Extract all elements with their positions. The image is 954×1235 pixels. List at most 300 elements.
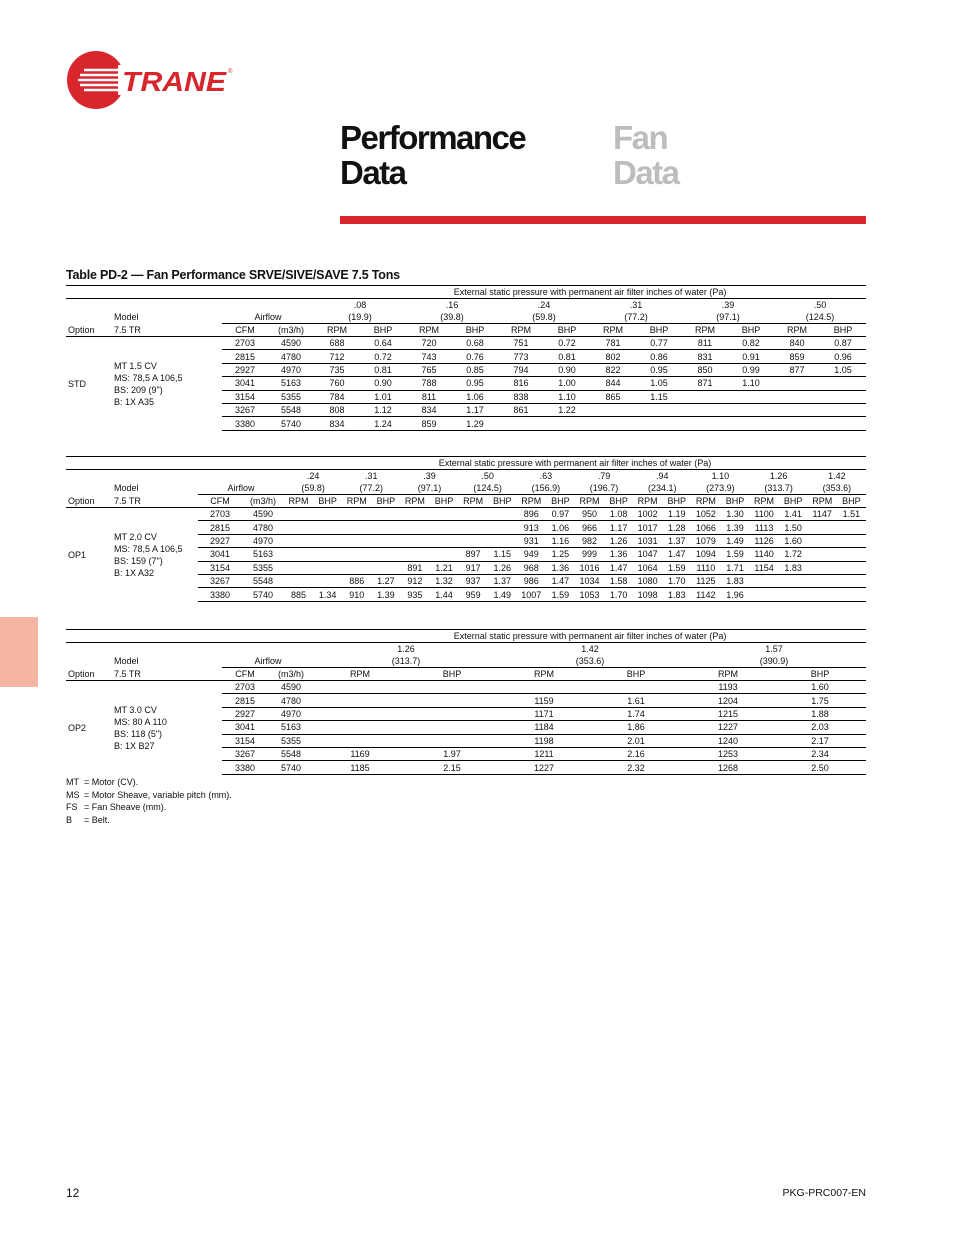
footnote-abbr: FS <box>66 802 78 813</box>
rpm-value: 720 <box>421 338 437 349</box>
rpm-value: 935 <box>400 588 429 601</box>
rpm-value: 735 <box>314 363 360 376</box>
bhp-value: 1.51 <box>842 509 861 520</box>
rpm-value <box>284 548 313 561</box>
bhp-value: 2.03 <box>774 721 866 734</box>
rpm-value <box>400 548 429 561</box>
rpm-label: RPM <box>314 668 406 681</box>
table-row <box>66 337 866 350</box>
bhp-value <box>837 521 866 534</box>
rpm-value: 794 <box>498 363 544 376</box>
model-spec-line: B: 1X A32 <box>114 567 155 578</box>
bhp-value <box>636 403 682 416</box>
m3h-value: 5355 <box>268 734 314 747</box>
page-title-fan-data <box>613 120 679 190</box>
rpm-value <box>342 521 371 534</box>
bhp-value <box>728 403 774 416</box>
table-row <box>66 508 866 521</box>
cfm-label: CFM <box>198 495 242 508</box>
cfm-value: 2927 <box>198 534 242 547</box>
rpm-value: 765 <box>406 363 452 376</box>
bhp-value: 1.58 <box>604 574 633 587</box>
m3h-value: 5355 <box>242 561 284 574</box>
m3h-value: 5548 <box>242 574 284 587</box>
rpm-value <box>750 588 779 601</box>
rpm-value: 840 <box>789 338 805 349</box>
bhp-value: 2.16 <box>590 747 682 760</box>
bhp-value: 1.70 <box>662 574 691 587</box>
bhp-value: 0.90 <box>544 363 590 376</box>
cfm-value: 3041 <box>222 377 268 390</box>
rpm-label: RPM <box>406 324 452 337</box>
bhp-value: 1.08 <box>609 509 628 520</box>
rpm-value: 1064 <box>633 561 662 574</box>
table-heading: Table PD-2 — Fan Performance SRVE/SIVE/SAVE 7.5 Tons <box>66 268 400 282</box>
rpm-label: RPM <box>498 324 544 337</box>
bhp-value: 0.68 <box>466 338 484 349</box>
bhp-value: 1.70 <box>604 588 633 601</box>
rpm-value: 982 <box>575 534 604 547</box>
rpm-value: 850 <box>682 363 728 376</box>
cfm-value: 3267 <box>222 747 268 760</box>
pressure-pa: (59.8) <box>301 483 325 493</box>
rpm-value: 1034 <box>575 574 604 587</box>
model-spec-line: B: 1X B27 <box>114 740 155 751</box>
blank-cell <box>66 457 284 470</box>
rpm-value: 1113 <box>750 521 779 534</box>
rpm-value: 1125 <box>691 574 720 587</box>
rpm-value: 1100 <box>754 509 774 520</box>
bhp-label: BHP <box>546 495 575 508</box>
bhp-value: 0.99 <box>728 363 774 376</box>
pressure-inches-row <box>66 470 866 483</box>
rpm-value: 802 <box>590 350 636 363</box>
bhp-value: 1.72 <box>779 548 808 561</box>
rpm-value: 781 <box>605 338 621 349</box>
bhp-value: 1.36 <box>604 548 633 561</box>
option-value: OP2 <box>68 722 87 733</box>
m3h-value: 4970 <box>268 363 314 376</box>
model-label: Model <box>114 312 139 323</box>
bhp-value: 1.47 <box>662 548 691 561</box>
bhp-value: 1.60 <box>811 682 829 693</box>
rpm-value: 822 <box>590 363 636 376</box>
bhp-value: 0.64 <box>374 338 392 349</box>
m3h-value: 5548 <box>268 403 314 416</box>
cfm-label: CFM <box>222 324 268 337</box>
bhp-label: BHP <box>820 324 866 337</box>
rpm-label: RPM <box>575 495 604 508</box>
bhp-value: 1.34 <box>313 588 342 601</box>
pressure-inches: .50 <box>774 299 866 312</box>
title-rule <box>340 216 866 224</box>
option-label: Option <box>66 495 112 508</box>
bhp-value <box>371 548 400 561</box>
rpm-label: RPM <box>691 495 720 508</box>
bhp-value <box>429 534 458 547</box>
bhp-value: 1.60 <box>779 534 808 547</box>
bhp-value <box>313 534 342 547</box>
footnote-text: = Motor Sheave, variable pitch (mm). <box>84 789 232 800</box>
bhp-value: 1.39 <box>720 521 749 534</box>
model-spec-line: BS: 159 (7") <box>114 555 163 566</box>
bhp-value: 1.15 <box>488 548 517 561</box>
rpm-value <box>459 521 488 534</box>
rpm-value: 871 <box>682 377 728 390</box>
bhp-value <box>406 707 498 720</box>
bhp-value <box>406 734 498 747</box>
rpm-label: RPM <box>682 324 728 337</box>
rpm-value: 1047 <box>633 548 662 561</box>
bhp-value <box>488 508 517 521</box>
rpm-value <box>342 508 371 521</box>
pressure-header-row <box>66 457 866 470</box>
pressure-inches: .39 <box>682 299 774 312</box>
blank-cell <box>112 643 222 656</box>
blank-cell <box>112 299 222 312</box>
bhp-value: 1.22 <box>544 403 590 416</box>
title-line-2: Data <box>613 154 679 191</box>
bhp-label: BHP <box>360 324 406 337</box>
model-size: 7.5 TR <box>112 495 198 508</box>
pressure-pa: (19.9) <box>348 312 372 322</box>
pressure-inches: 1.42 <box>808 470 866 483</box>
model-spec-line: BS: 209 (9") <box>114 384 163 395</box>
m3h-value: 5163 <box>268 721 314 734</box>
bhp-value: 0.77 <box>650 338 668 349</box>
m3h-value: 4590 <box>252 509 274 520</box>
bhp-value: 1.16 <box>546 534 575 547</box>
rpm-label: RPM <box>498 668 590 681</box>
document-code: PKG-PRC007-EN <box>782 1187 866 1199</box>
pressure-inches: .31 <box>342 470 400 483</box>
rpm-value: 838 <box>498 390 544 403</box>
bhp-value: 1.30 <box>726 509 744 520</box>
m3h-value: 4590 <box>280 682 302 693</box>
pressure-pa: (77.2) <box>624 312 648 322</box>
rpm-value <box>808 548 837 561</box>
rpm-value <box>682 417 728 430</box>
bhp-value: 1.59 <box>720 548 749 561</box>
table-row <box>66 681 866 694</box>
bhp-value: 1.10 <box>544 390 590 403</box>
blank-cell <box>222 299 314 312</box>
blank-cell <box>66 311 112 324</box>
model-spec-line: MS: 78,5 A 106,5 <box>114 372 183 383</box>
bhp-value <box>371 521 400 534</box>
bhp-value: 1.71 <box>720 561 749 574</box>
rpm-value <box>284 561 313 574</box>
footnote <box>66 789 232 802</box>
rpm-value: 1066 <box>691 521 720 534</box>
rpm-value <box>774 403 820 416</box>
rpm-value: 788 <box>406 377 452 390</box>
m3h-value: 4970 <box>242 534 284 547</box>
bhp-value: 1.47 <box>604 561 633 574</box>
rpm-value <box>498 681 590 694</box>
blank-cell <box>66 299 112 312</box>
bhp-label: BHP <box>406 668 498 681</box>
rpm-label: RPM <box>590 324 636 337</box>
blank-cell <box>198 470 284 483</box>
model-label: Model <box>114 656 139 667</box>
pressure-pa: (97.1) <box>716 312 740 322</box>
bhp-value: 2.50 <box>774 761 866 774</box>
bhp-value: 0.76 <box>452 350 498 363</box>
bhp-value: 1.83 <box>720 574 749 587</box>
bhp-value <box>590 681 682 694</box>
pressure-pa: (313.7) <box>391 656 421 666</box>
bhp-label: BHP <box>452 324 498 337</box>
rpm-value: 1126 <box>750 534 779 547</box>
rpm-value <box>808 534 837 547</box>
option-value: OP1 <box>68 549 87 560</box>
cfm-value: 2927 <box>222 363 268 376</box>
pressure-inches: .94 <box>633 470 691 483</box>
rpm-label: RPM <box>808 495 837 508</box>
bhp-value: 1.21 <box>429 561 458 574</box>
cfm-value: 3380 <box>222 417 268 430</box>
fan-performance-table <box>66 285 866 431</box>
rpm-value: 1098 <box>633 588 662 601</box>
rpm-value <box>808 588 837 601</box>
m3h-value: 5740 <box>242 588 284 601</box>
model-spec-line: MS: 80 A 110 <box>114 716 167 727</box>
pressure-header: External static pressure with permanent air filter inches of water (Pa) <box>314 286 866 299</box>
rpm-value <box>808 561 837 574</box>
rpm-value <box>314 694 406 707</box>
bhp-value <box>429 548 458 561</box>
model-size: 7.5 TR <box>112 324 222 337</box>
rpm-value <box>400 534 429 547</box>
rpm-value: 968 <box>517 561 546 574</box>
rpm-value: 1007 <box>517 588 546 601</box>
rpm-value: 784 <box>314 390 360 403</box>
rpm-value <box>774 377 820 390</box>
rpm-value: 877 <box>774 363 820 376</box>
m3h-value: 4780 <box>268 694 314 707</box>
blank-cell <box>66 470 112 483</box>
m3h-value: 5163 <box>268 377 314 390</box>
section-side-tab <box>0 617 38 687</box>
footnote <box>66 801 232 814</box>
rpm-value <box>682 390 728 403</box>
bhp-value: 1.26 <box>604 534 633 547</box>
model-spec-line: MT 1.5 CV <box>114 360 157 371</box>
pressure-pa: (39.8) <box>440 312 464 322</box>
pressure-inches: .08 <box>314 299 406 312</box>
blank-cell <box>66 630 314 643</box>
bhp-label: BHP <box>604 495 633 508</box>
rpm-value: 1204 <box>682 694 774 707</box>
rpm-value <box>774 417 820 430</box>
cfm-value: 3154 <box>222 390 268 403</box>
rpm-value: 861 <box>498 403 544 416</box>
cfm-value: 2703 <box>209 509 231 520</box>
bhp-value: 2.32 <box>590 761 682 774</box>
rpm-value: 808 <box>314 403 360 416</box>
pressure-inches: .79 <box>575 470 633 483</box>
rpm-value <box>314 734 406 747</box>
bhp-value <box>406 681 498 694</box>
cfm-value: 3154 <box>222 734 268 747</box>
page-title-performance-data <box>340 120 525 190</box>
cfm-value: 3041 <box>198 548 242 561</box>
rpm-value: 859 <box>406 417 452 430</box>
bhp-value <box>488 534 517 547</box>
footnote-abbr: MS <box>66 789 80 800</box>
rpm-value: 886 <box>342 574 371 587</box>
pressure-inches: .63 <box>517 470 575 483</box>
bhp-value: 1.49 <box>720 534 749 547</box>
bhp-value: 0.95 <box>636 363 682 376</box>
rpm-value: 966 <box>575 521 604 534</box>
bhp-value: 1.74 <box>590 707 682 720</box>
bhp-value: 1.00 <box>544 377 590 390</box>
bhp-label: BHP <box>774 668 866 681</box>
rpm-value <box>774 390 820 403</box>
rpm-value: 1052 <box>695 509 716 520</box>
m3h-value: 4590 <box>280 338 302 349</box>
fan-performance-table <box>66 456 866 602</box>
model-spec-line: MT 3.0 CV <box>114 704 157 715</box>
cfm-label: CFM <box>222 668 268 681</box>
pressure-inches: .31 <box>590 299 682 312</box>
rpm-value: 1154 <box>750 561 779 574</box>
bhp-value: 1.10 <box>728 377 774 390</box>
bhp-value <box>728 417 774 430</box>
bhp-value: 1.26 <box>488 561 517 574</box>
pressure-pa: (97.1) <box>417 483 442 493</box>
footnote-text: = Fan Sheave (mm). <box>84 802 167 813</box>
rpm-value: 1253 <box>682 747 774 760</box>
bhp-value: 0.72 <box>360 350 406 363</box>
bhp-value: 2.34 <box>774 747 866 760</box>
bhp-value: 1.19 <box>668 509 686 520</box>
svg-text:®: ® <box>228 69 233 75</box>
pressure-inches: .50 <box>459 470 517 483</box>
rpm-value: 896 <box>523 509 539 520</box>
bhp-value <box>313 574 342 587</box>
bhp-value: 1.01 <box>360 390 406 403</box>
bhp-value: 1.36 <box>546 561 575 574</box>
rpm-value: 913 <box>517 521 546 534</box>
m3h-label: (m3/h) <box>242 495 284 508</box>
rpm-value: 1193 <box>718 682 738 693</box>
rpm-value <box>808 521 837 534</box>
rpm-value: 811 <box>697 338 713 349</box>
bhp-value: 1.17 <box>452 403 498 416</box>
rpm-value: 844 <box>590 377 636 390</box>
bhp-value <box>371 534 400 547</box>
bhp-value: 0.90 <box>360 377 406 390</box>
pressure-pa: (156.9) <box>531 483 561 493</box>
bhp-value: 1.06 <box>546 521 575 534</box>
bhp-label: BHP <box>636 324 682 337</box>
m3h-value: 5548 <box>268 747 314 760</box>
bhp-value: 1.50 <box>779 521 808 534</box>
rpm-label: RPM <box>314 324 360 337</box>
trane-logo <box>66 51 266 111</box>
rpm-value: 1080 <box>633 574 662 587</box>
bhp-value: 1.24 <box>360 417 406 430</box>
rpm-value: 1169 <box>314 747 406 760</box>
pressure-pa: (353.6) <box>822 483 852 493</box>
bhp-value: 2.15 <box>406 761 498 774</box>
bhp-value <box>371 508 400 521</box>
rpm-value <box>314 707 406 720</box>
rpm-label: RPM <box>517 495 546 508</box>
m3h-value: 5740 <box>268 417 314 430</box>
rpm-value: 885 <box>284 588 313 601</box>
rpm-value: 897 <box>459 548 488 561</box>
rpm-value: 1017 <box>633 521 662 534</box>
airflow-label: Airflow <box>254 312 282 322</box>
bhp-value: 1.41 <box>784 509 802 520</box>
pressure-pa: (124.5) <box>805 312 835 322</box>
rpm-label: RPM <box>459 495 488 508</box>
bhp-label: BHP <box>544 324 590 337</box>
blank-cell <box>66 482 112 495</box>
rpm-value: 949 <box>517 548 546 561</box>
bhp-value: 1.39 <box>371 588 400 601</box>
bhp-value: 1.32 <box>429 574 458 587</box>
m3h-value: 5163 <box>242 548 284 561</box>
pressure-header-row <box>66 286 866 299</box>
rpm-value: 1110 <box>691 561 720 574</box>
model-spec <box>112 681 222 775</box>
pressure-inches: 1.26 <box>314 643 498 656</box>
cfm-value: 3380 <box>222 761 268 774</box>
m3h-value: 4780 <box>268 350 314 363</box>
bhp-value: 1.59 <box>662 561 691 574</box>
model-spec-line: MT 2.0 CV <box>114 531 157 542</box>
page-number: 12 <box>66 1186 80 1200</box>
rpm-value: 816 <box>498 377 544 390</box>
rpm-value <box>400 508 429 521</box>
bhp-value <box>429 521 458 534</box>
bhp-value: 0.91 <box>728 350 774 363</box>
option-label: Option <box>66 668 112 681</box>
cfm-value: 3267 <box>198 574 242 587</box>
rpm-label: RPM <box>774 324 820 337</box>
bhp-value: 1.83 <box>779 561 808 574</box>
model-spec <box>112 508 198 602</box>
bhp-label: BHP <box>488 495 517 508</box>
rpm-value: 811 <box>406 390 452 403</box>
rpm-value: 688 <box>329 338 345 349</box>
option-value: STD <box>68 378 86 389</box>
rpm-value: 986 <box>517 574 546 587</box>
rpm-label: RPM <box>400 495 429 508</box>
pressure-pa: (196.7) <box>589 483 619 493</box>
pressure-inches: .16 <box>406 299 498 312</box>
rpm-value <box>459 508 488 521</box>
rpm-value <box>314 721 406 734</box>
bhp-value <box>429 508 458 521</box>
blank-cell <box>112 470 198 483</box>
m3h-value: 5355 <box>268 390 314 403</box>
column-header-row <box>66 495 866 508</box>
rpm-value: 1227 <box>682 721 774 734</box>
bhp-value <box>837 561 866 574</box>
footnote <box>66 814 232 827</box>
bhp-label: BHP <box>313 495 342 508</box>
rpm-value: 937 <box>459 574 488 587</box>
bhp-value <box>837 548 866 561</box>
pressure-pa: (353.6) <box>575 656 605 666</box>
rpm-value <box>459 534 488 547</box>
